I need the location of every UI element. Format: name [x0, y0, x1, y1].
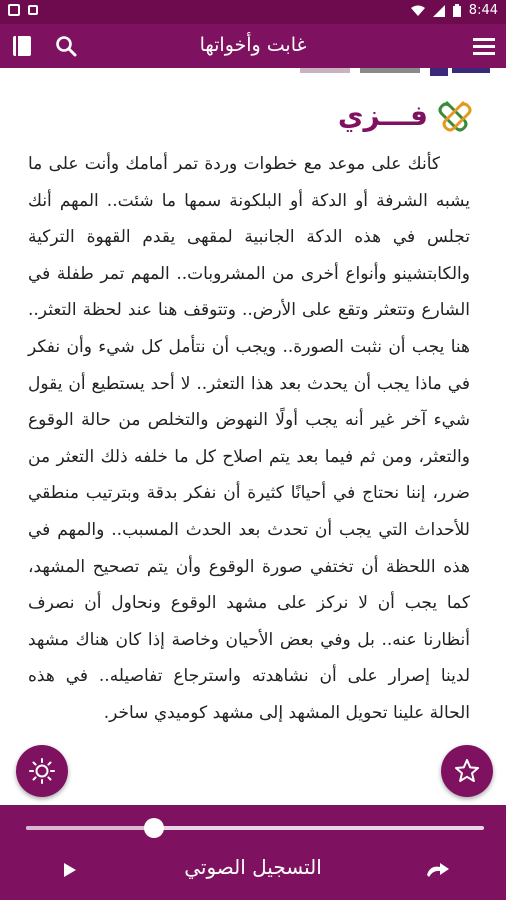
- favorite-button[interactable]: [441, 745, 493, 797]
- audio-progress-fill: [26, 826, 154, 830]
- app-bar: [0, 24, 506, 68]
- wifi-icon: [411, 5, 425, 17]
- previous-section-strip: [300, 68, 490, 76]
- repeat-icon: [424, 861, 452, 879]
- brightness-icon: [29, 758, 55, 784]
- audio-seek-bar[interactable]: [26, 826, 484, 830]
- article-paragraph: كأنك على موعد مع خطوات وردة تمر أمامك وأنت على ما يشبه الشرفة أو الدكة أو البلكونة سمها ما شئت.. المهم أنك تجلس في هذه الدكة الجانبية لمقهى يقدم القهوة التركية والكابتشينو وأنواع أخرى من المشروبات.. المهم تمر طفلة في الشارع وتتعثر وتقع على الأرض.. وتتوقف هنا عند لحظة التعثر.. هنا يجب أن نثبت الصورة.. ويجب أن نتأمل كل شيء وأن نفكر في ماذا يجب أن يحدث بعد هذا التعثر.. لا أحد يستطيع أن يقول شيء آخر غير أنه يجب أولًا النهوض والتخلص من حالة الوقوع والتعثر، ومن ثم فيما بعد يتم اصلاح كل ما خلفه ذلك التعثر من ضرر، إننا نحتاج في أحيانًا كثيرة أن نفكر بدقة وبترتيب منطقي للأحداث التي يجب أن تحدث بعد الحدث المسبب.. والمهم في هذه اللحظة أن تختفي صورة الوقوع وأن يتم تصحيح المشهد، كما يجب أن لا نركز على مشهد الوقوع ونحاول أن نصرف أنظارنا عنه.. بل وفي بعض الأحيان وخاصة إذا كان هناك مشهد لدينا إصرار على أن نشاهدته واسترجاع تفاصيله.. في هذه الحالة علينا تحويل المشهد إلى مشهد كوميدي ساخر.: [28, 154, 470, 723]
- audio-player: [0, 805, 506, 900]
- signal-icon: [433, 5, 445, 17]
- audio-seek-thumb[interactable]: [144, 818, 164, 838]
- battery-icon: [453, 4, 461, 17]
- notification-image-icon: [28, 5, 38, 15]
- knot-logo-icon: [438, 98, 472, 132]
- repeat-button[interactable]: [424, 861, 452, 883]
- notification-app-icon: [8, 4, 20, 16]
- article-text: [28, 146, 470, 732]
- status-time: 8:44: [468, 3, 498, 18]
- section-heading: [338, 98, 472, 132]
- status-bar: [0, 0, 506, 24]
- page-title: غابت وأخواتها: [199, 34, 307, 56]
- menu-icon: [473, 37, 495, 55]
- brightness-button[interactable]: [16, 745, 68, 797]
- section-title: فـــزي: [337, 98, 428, 132]
- player-label: التسجيل الصوتي: [184, 855, 322, 879]
- menu-button[interactable]: [470, 32, 498, 60]
- star-icon: [454, 758, 480, 784]
- reader-content[interactable]: [0, 68, 506, 805]
